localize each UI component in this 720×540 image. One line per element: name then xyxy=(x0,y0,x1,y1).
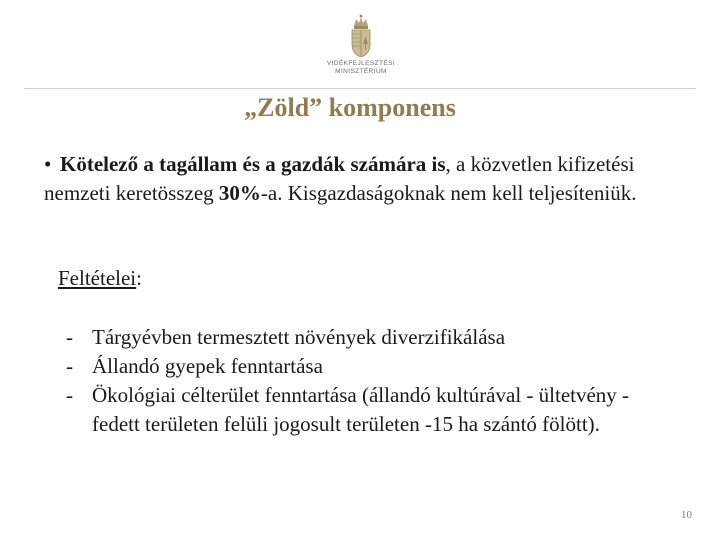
conditions-list xyxy=(66,323,666,439)
ministry-name xyxy=(318,60,404,76)
list-item: - Ökológiai célterület fenntartása (állandó kultúrával - ültetvény - fedett területen felüli jogosult területen -15 ha szántó fölött). xyxy=(66,381,666,439)
coat-of-arms-icon xyxy=(349,14,373,58)
conditions-heading xyxy=(58,264,142,293)
conditions-label: Feltételei xyxy=(58,266,137,290)
ministry-name-line1: VIDÉKFEJLESZTÉSI xyxy=(326,60,396,67)
header-divider xyxy=(24,88,696,89)
condition-text: Állandó gyepek fenntartása xyxy=(92,354,323,378)
list-item: - Tárgyévben termesztett növények diverzifikálása xyxy=(66,323,666,352)
list-item: - Állandó gyepek fenntartása xyxy=(66,352,666,381)
slide-title: „Zöld” komponens xyxy=(244,93,456,122)
page-number: 10 xyxy=(681,509,692,521)
ministry-name-line2: MINISZTÉRIUM xyxy=(335,68,387,75)
bullet-dot: • xyxy=(44,152,52,176)
condition-text: Ökológiai célterület fenntartása (állandó kultúrával - ültetvény - fedett területen felüli jogosult területen -15 ha szántó fölött). xyxy=(92,383,630,436)
condition-text: Tárgyévben termesztett növények diverzifikálása xyxy=(92,325,506,349)
conditions-colon: : xyxy=(136,266,142,290)
ministry-logo xyxy=(318,14,404,82)
bullet-bold-text: Kötelező a tagállam és a gazdák számára is xyxy=(60,152,446,176)
bullet-text-mid: , a közvetlen kifizetési nemzeti keretösszeg xyxy=(44,152,635,205)
main-bullet xyxy=(44,150,674,208)
bullet-text-end: -a. Kisgazdaságoknak nem kell teljesíteniük. xyxy=(260,181,637,205)
bullet-percentage: 30% xyxy=(218,181,261,205)
